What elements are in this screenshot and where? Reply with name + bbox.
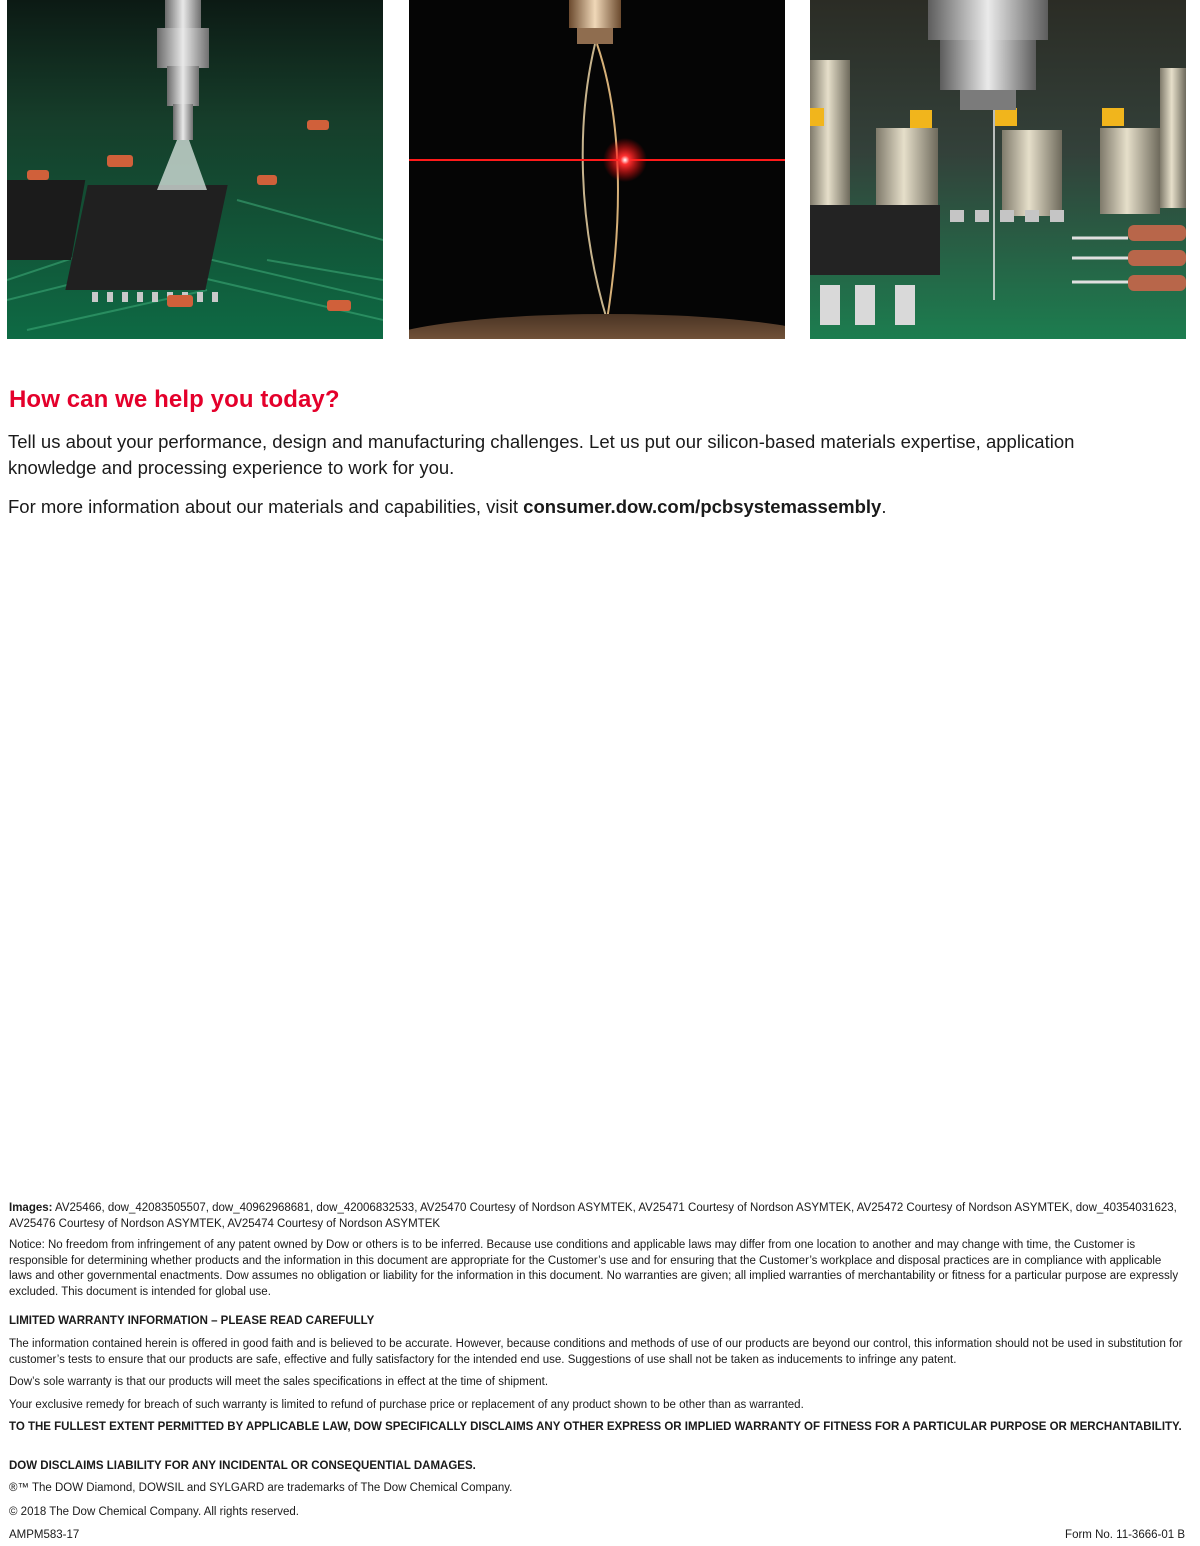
warranty-disclaimer: TO THE FULLEST EXTENT PERMITTED BY APPLICABLE LAW, DOW SPECIFICALLY DISCLAIMS ANY OTHER EXPRESS OR IMPLIED WARRANTY OF FITNESS FOR A PARTICULAR PURPOSE OR MERCHANTABILITY. [9, 1421, 1182, 1433]
liability-disclaimer: DOW DISCLAIMS LIABILITY FOR ANY INCIDENTAL OR CONSEQUENTIAL DAMAGES. [9, 1460, 476, 1472]
warranty-paragraph: Dow’s sole warranty is that our products will meet the sales specifications in effect at the time of shipment. [9, 1376, 549, 1388]
laser-needle-icon [409, 0, 785, 339]
image-credits-label: Images: [9, 1202, 53, 1214]
copyright-notice: © 2018 The Dow Chemical Company. All rights reserved. [9, 1506, 299, 1518]
cta-intro: Tell us about your performance, design and manufacturing challenges. Let us put our silicon-based materials expertise, application knowledge and processing experience to work for you. [8, 431, 1075, 478]
document-code: AMPM583-17 [9, 1529, 80, 1541]
warranty-paragraph: Your exclusive remedy for breach of such warranty is limited to refund of purchase price or replacement of any product shown to be other than as warranted. [9, 1399, 804, 1411]
laser-needle-photo [409, 0, 785, 339]
cta-heading: How can we help you today? [9, 386, 340, 413]
warranty-title: LIMITED WARRANTY INFORMATION – PLEASE READ CAREFULLY [9, 1315, 375, 1327]
more-info-prefix: For more information about our materials and capabilities, visit [8, 496, 524, 517]
warranty-paragraph: The information contained herein is offered in good faith and is believed to be accurate. However, because conditions and methods of use of our products are beyond our control, this information should not be used in substitution for customer’s tests to ensure that our products are safe, effective and fully satisfactory for the intended end use. Suggestions of use shall not be taken as inducements to infringe any patent. [9, 1338, 1183, 1366]
form-number: Form No. 11-3666-01 B [1065, 1529, 1185, 1541]
image-credits [9, 1201, 1185, 1232]
more-info-line [8, 494, 1108, 520]
pcb-dispensing-photo [7, 0, 383, 339]
capacitor-board-photo [810, 0, 1186, 339]
website-link[interactable]: consumer.dow.com/pcbsystemassembly [523, 496, 882, 517]
more-info-suffix: . [881, 496, 887, 517]
notice-text: Notice: No freedom from infringement of any patent owned by Dow or others is to be inferred. Because use conditions and applicable laws may differ from one location to another and may change with time, the Customer is responsible for determining whether products and the information in this document are appropriate for the Customer’s use and for ensuring that the Customer’s workplace and disposal practices are in compliance with applicable laws and other governmental enactments. Dow assumes no obligation or liability for the information in this document. No warranties are given; all implied warranties of merchantability or fitness for a particular purpose are expressly excluded. This document is intended for global use. [9, 1239, 1179, 1298]
pcb-dispensing-icon [7, 0, 383, 339]
image-credits-text: AV25466, dow_42083505507, dow_40962968681, dow_42006832533, AV25470 Courtesy of Nordson ASYMTEK, AV25471 Courtesy of Nordson ASYMTEK, AV25472 Courtesy of Nordson ASYMTEK, dow_40354031623, AV25476 Courtesy of Nordson ASYMTEK, AV25474 Courtesy of Nordson ASYMTEK [9, 1202, 1177, 1230]
trademarks-notice: ®™ The DOW Diamond, DOWSIL and SYLGARD are trademarks of The Dow Chemical Company. [9, 1482, 513, 1494]
capacitor-board-icon [810, 0, 1186, 339]
